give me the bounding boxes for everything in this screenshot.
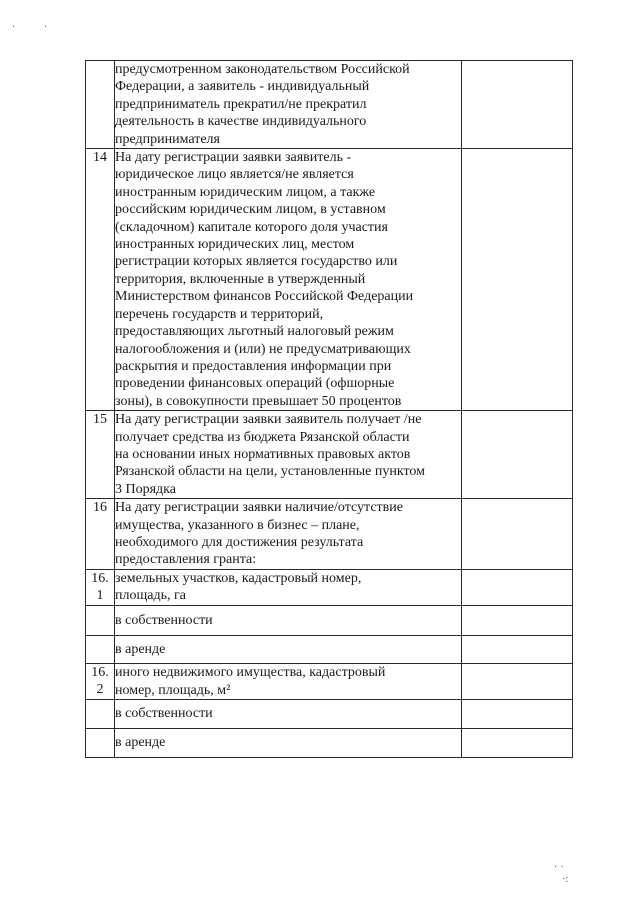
scan-speck: · [44, 22, 48, 33]
text-line: иного недвижимого имущества, кадастровый [115, 665, 386, 681]
scan-speck: ·: [562, 874, 569, 885]
row-text [115, 605, 462, 635]
row-value-cell[interactable] [462, 664, 573, 700]
text-line: в аренде [115, 642, 166, 657]
text-line: в аренде [115, 734, 166, 750]
row-number [86, 728, 115, 757]
text-line: зоны), в совокупности превышает 50 процентов [115, 393, 402, 409]
table-row [86, 569, 573, 605]
text-line: На дату регистрации заявки заявитель получает /не [115, 412, 422, 428]
text-line: имущества, указанного в бизнес – плане, [115, 517, 360, 533]
text-line: предусмотренном законодательством Российской [115, 62, 410, 77]
row-value-cell[interactable] [462, 61, 573, 149]
text-line: необходимого для достижения результата [115, 534, 364, 550]
text-line: Рязанской области на цели, установленные пунктом [115, 464, 425, 480]
table-row [86, 636, 573, 664]
text-line: предоставления гранта: [115, 552, 257, 568]
text-line: предоставляющих льготный налоговый режим [115, 324, 394, 340]
row-text [115, 61, 462, 149]
row-value-cell[interactable] [462, 728, 573, 757]
table-row [86, 700, 573, 728]
table-row [86, 728, 573, 757]
row-text [115, 149, 462, 411]
row-value-cell[interactable] [462, 605, 573, 635]
scan-speck: · [12, 22, 16, 33]
text-line: Федерации, а заявитель - индивидуальный [115, 79, 370, 95]
row-number [86, 605, 115, 635]
text-line: иностранным юридическим лицом, а также [115, 184, 376, 200]
text-line: территория, включенные в утвержденный [115, 271, 366, 287]
text-line: российским юридическим лицом, в уставном [115, 202, 386, 218]
text-line: 3 Порядка [115, 481, 176, 497]
row-text [115, 664, 462, 700]
table-row [86, 499, 573, 570]
text-line: На дату регистрации заявки заявитель - [115, 150, 352, 166]
text-line: в собственности [115, 706, 213, 722]
row-value-cell[interactable] [462, 700, 573, 728]
text-line: деятельность в качестве индивидуального [115, 114, 367, 130]
row-number: 16 [86, 499, 115, 570]
row-text [115, 700, 462, 728]
row-number [86, 636, 115, 664]
text-line: на основании иных нормативных правовых актов [115, 446, 411, 462]
row-value-cell[interactable] [462, 411, 573, 499]
row-text [115, 499, 462, 570]
row-text [115, 569, 462, 605]
text-line: юридическое лицо является/не является [115, 167, 354, 183]
text-line: Министерством финансов Российской Федерации [115, 289, 414, 305]
text-line: земельных участков, кадастровый номер, [115, 570, 362, 586]
text-line: регистрации которых является государство или [115, 254, 398, 270]
row-value-cell[interactable] [462, 499, 573, 570]
text-line: площадь, га [115, 588, 186, 604]
text-line: предприниматель прекратил/не прекратил [115, 96, 367, 112]
row-text [115, 728, 462, 757]
text-line: проведении финансовых операций (офшорные [115, 376, 395, 392]
text-line: На дату регистрации заявки наличие/отсутствие [115, 500, 403, 516]
text-line: раскрытия и предоставления информации при [115, 358, 392, 374]
table-row [86, 61, 573, 149]
text-line: номер, площадь, м² [115, 682, 231, 698]
text-line: перечень государств и территорий, [115, 306, 324, 322]
table-row [86, 605, 573, 635]
row-text [115, 636, 462, 664]
row-number: 14 [86, 149, 115, 411]
text-line: в собственности [115, 612, 213, 628]
row-value-cell[interactable] [462, 569, 573, 605]
row-value-cell[interactable] [462, 149, 573, 411]
application-table [85, 60, 573, 758]
text-line: (складочном) капитале которого доля участия [115, 219, 388, 235]
text-line: иностранных юридических лиц, местом [115, 237, 355, 253]
text-line: получает средства из бюджета Рязанской области [115, 429, 410, 445]
table-row [86, 664, 573, 700]
row-number: 16. 1 [86, 569, 115, 605]
text-line: налогообложения и (или) не предусматривающих [115, 341, 411, 357]
row-text [115, 411, 462, 499]
row-number: 16. 2 [86, 664, 115, 700]
table-row [86, 411, 573, 499]
row-number: 15 [86, 411, 115, 499]
table-row [86, 149, 573, 411]
row-number [86, 61, 115, 149]
row-number [86, 700, 115, 728]
text-line: предпринимателя [115, 131, 220, 147]
row-value-cell[interactable] [462, 636, 573, 664]
scan-speck: · · [554, 862, 564, 873]
